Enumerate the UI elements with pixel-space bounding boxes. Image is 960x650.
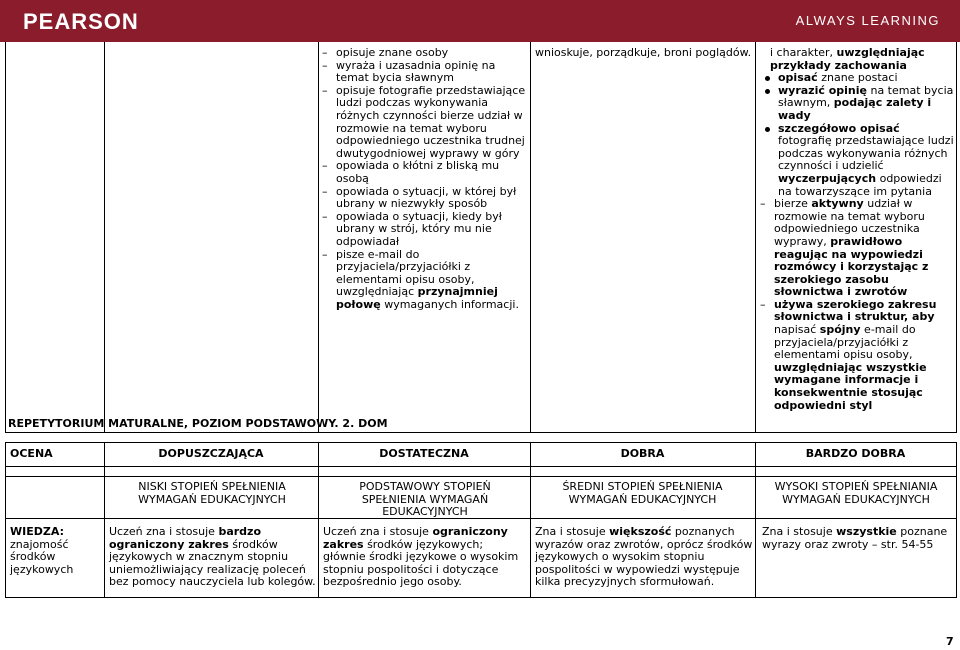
wiedza-dobra bbox=[535, 526, 753, 589]
publisher-header bbox=[0, 0, 960, 42]
emphasis: uwzględniając wszystkie wymagane informacje i konsekwentnie stosując odpowiedni styl bbox=[774, 360, 927, 412]
grade-bardzo-dobra: BARDZO DOBRA bbox=[805, 447, 906, 460]
text: fotografię przedstawiające ludzi podczas wykonywania różnych czynności i udzielić bbox=[778, 134, 954, 173]
grid-line bbox=[5, 466, 957, 467]
grid-line bbox=[104, 42, 105, 432]
grid-line bbox=[104, 442, 105, 597]
emphasis: szczegółowo opisać bbox=[778, 121, 900, 135]
footer-label: REPETYTORIUM MATURALNE, POZIOM PODSTAWOWY. 2. DOM bbox=[8, 417, 388, 430]
emphasis: bardzo ograniczony zakres bbox=[109, 525, 262, 551]
text: środków językowych w znacznym stopniu uniemożliwiający realizację poleceń bez pomocy nauczyciela lub kolegów. bbox=[109, 537, 316, 589]
col5-content bbox=[760, 47, 954, 412]
grid-line bbox=[318, 42, 319, 432]
grid-line bbox=[755, 442, 756, 597]
list-item-text: wymaganych informacji. bbox=[384, 297, 519, 311]
text: Zna i stosuje bbox=[762, 525, 833, 538]
ocena-header: OCENA bbox=[10, 447, 53, 460]
col5-intro bbox=[760, 47, 954, 72]
grid-line bbox=[956, 442, 957, 597]
level-wysoki: WYSOKI STOPIEŃ SPEŁNIANIA WYMAGAŃ EDUKACYJNYCH bbox=[774, 480, 938, 506]
wiedza-dostateczna bbox=[323, 526, 528, 589]
col3-content bbox=[322, 47, 527, 311]
text: Zna i stosuje bbox=[535, 525, 606, 538]
wiedza-dopuszczajaca bbox=[109, 526, 316, 589]
level-niski: NISKI STOPIEŃ SPEŁNIENIA WYMAGAŃ EDUKACYJNYCH bbox=[138, 480, 286, 506]
grid-line bbox=[5, 476, 957, 477]
text: napisać bbox=[774, 323, 817, 337]
wiedza-bardzo-dobra bbox=[762, 526, 954, 551]
text: poznane wyrazy oraz zwroty – str. 54-55 bbox=[762, 525, 948, 551]
text: odpowiedzi na towarzyszące im pytania bbox=[778, 171, 942, 198]
list-item: – opisuje fotografie przedstawiające ludzi podczas wykonywania różnych czynności bierze udział w rozmowie na temat wyboru odpowiedniego uczestnika trudnej dwutygodniowej wyprawy w góry bbox=[322, 85, 527, 161]
grid-line bbox=[5, 442, 957, 443]
level-sredni: ŚREDNI STOPIEŃ SPEŁNIENIA WYMAGAŃ EDUKACYJNYCH bbox=[562, 480, 723, 506]
text: Uczeń zna i stosuje bbox=[109, 525, 215, 538]
emphasis: aktywny bbox=[811, 197, 864, 211]
list-item: – opowiada o kłótni z bliską mu osobą bbox=[322, 160, 527, 185]
grade-dopuszczajaca: DOPUSZCZAJĄCA bbox=[158, 447, 264, 460]
emphasis: prawidłowo reagując na wypowiedzi rozmówcy i korzystając z szerokiego zasobu słownictwa i zwrotów bbox=[774, 234, 929, 299]
emphasis: przynajmniej połowę bbox=[336, 285, 498, 311]
pearson-logo: PEARSON bbox=[23, 9, 139, 34]
text: i charakter, bbox=[770, 46, 834, 59]
wiedza-label bbox=[10, 526, 100, 576]
list-item bbox=[760, 299, 954, 412]
grade-dobra: DOBRA bbox=[620, 447, 665, 460]
emphasis: wyrazić opinię bbox=[778, 83, 867, 97]
grid-line bbox=[5, 597, 957, 598]
level-podstawowy: PODSTAWOWY STOPIEŃ SPEŁNIENIA WYMAGAŃ EDUKACYJNYCH bbox=[359, 480, 491, 519]
page-number: 7 bbox=[946, 635, 954, 648]
text: na temat bycia sławnym, bbox=[778, 83, 954, 110]
list-item bbox=[760, 198, 954, 299]
text: poznanych wyrazów oraz zwrotów, oprócz środków językowych o wysokim stopniu pospolitości w wypowiedzi występuje kilka precyzyjnych sformułowań. bbox=[535, 525, 753, 589]
list-item bbox=[760, 123, 954, 199]
list-item: – opowiada o sytuacji, w której był ubrany w niezwykły sposób bbox=[322, 186, 527, 211]
emphasis: podając zalety i wady bbox=[778, 96, 932, 122]
col4-content: wnioskuje, porządkuje, broni poglądów. bbox=[535, 46, 752, 59]
text: Uczeń zna i stosuje bbox=[323, 525, 429, 538]
list-item: – wyraża i uzasadnia opinię na temat bycia sławnym bbox=[322, 60, 527, 85]
emphasis: wyczerpujących bbox=[778, 171, 877, 185]
list-item bbox=[760, 85, 954, 123]
emphasis: spójny bbox=[819, 323, 861, 337]
label-text: znajomość środków językowych bbox=[10, 537, 74, 576]
text: bierze bbox=[774, 197, 808, 211]
grid-line bbox=[5, 442, 6, 597]
list-item: – opisuje znane osoby bbox=[322, 47, 527, 60]
grid-line bbox=[5, 432, 957, 433]
grid-line bbox=[530, 442, 531, 597]
grid-line bbox=[318, 442, 319, 597]
text: znane postaci bbox=[821, 71, 898, 85]
text: środków językowych; głównie środki językowe o wysokim stopniu pospolitości i dotyczące bezpośrednio jego osoby. bbox=[323, 537, 519, 589]
emphasis: uwzględniając przykłady zachowania bbox=[770, 46, 925, 72]
list-item: – opowiada o sytuacji, kiedy był ubrany w strój, który mu nie odpowiadał bbox=[322, 211, 527, 249]
grade-dostateczna: DOSTATECZNA bbox=[379, 447, 469, 460]
grid-line bbox=[755, 42, 756, 432]
text: e-mail do przyjaciela/przyjaciółki z elementami opisu osoby, bbox=[774, 323, 916, 362]
label-bold: WIEDZA: bbox=[10, 525, 64, 538]
emphasis: opisać bbox=[778, 71, 818, 85]
text: udział w rozmowie na temat wyboru odpowiedniego uczestnika wyprawy, bbox=[774, 197, 925, 248]
emphasis: ograniczony zakres bbox=[323, 525, 508, 551]
grid-line bbox=[530, 42, 531, 432]
list-item-text: pisze e-mail do przyjaciela/przyjaciółki z elementami opisu osoby, uwzględniając bbox=[336, 247, 475, 299]
list-item bbox=[322, 249, 527, 312]
tagline: ALWAYS LEARNING bbox=[795, 13, 940, 28]
emphasis: większość bbox=[609, 525, 672, 538]
grid-line bbox=[956, 42, 957, 432]
emphasis: używa szerokiego zakresu słownictwa i struktur, aby bbox=[774, 297, 937, 324]
grid-line bbox=[5, 42, 6, 432]
emphasis: wszystkie bbox=[836, 525, 897, 538]
